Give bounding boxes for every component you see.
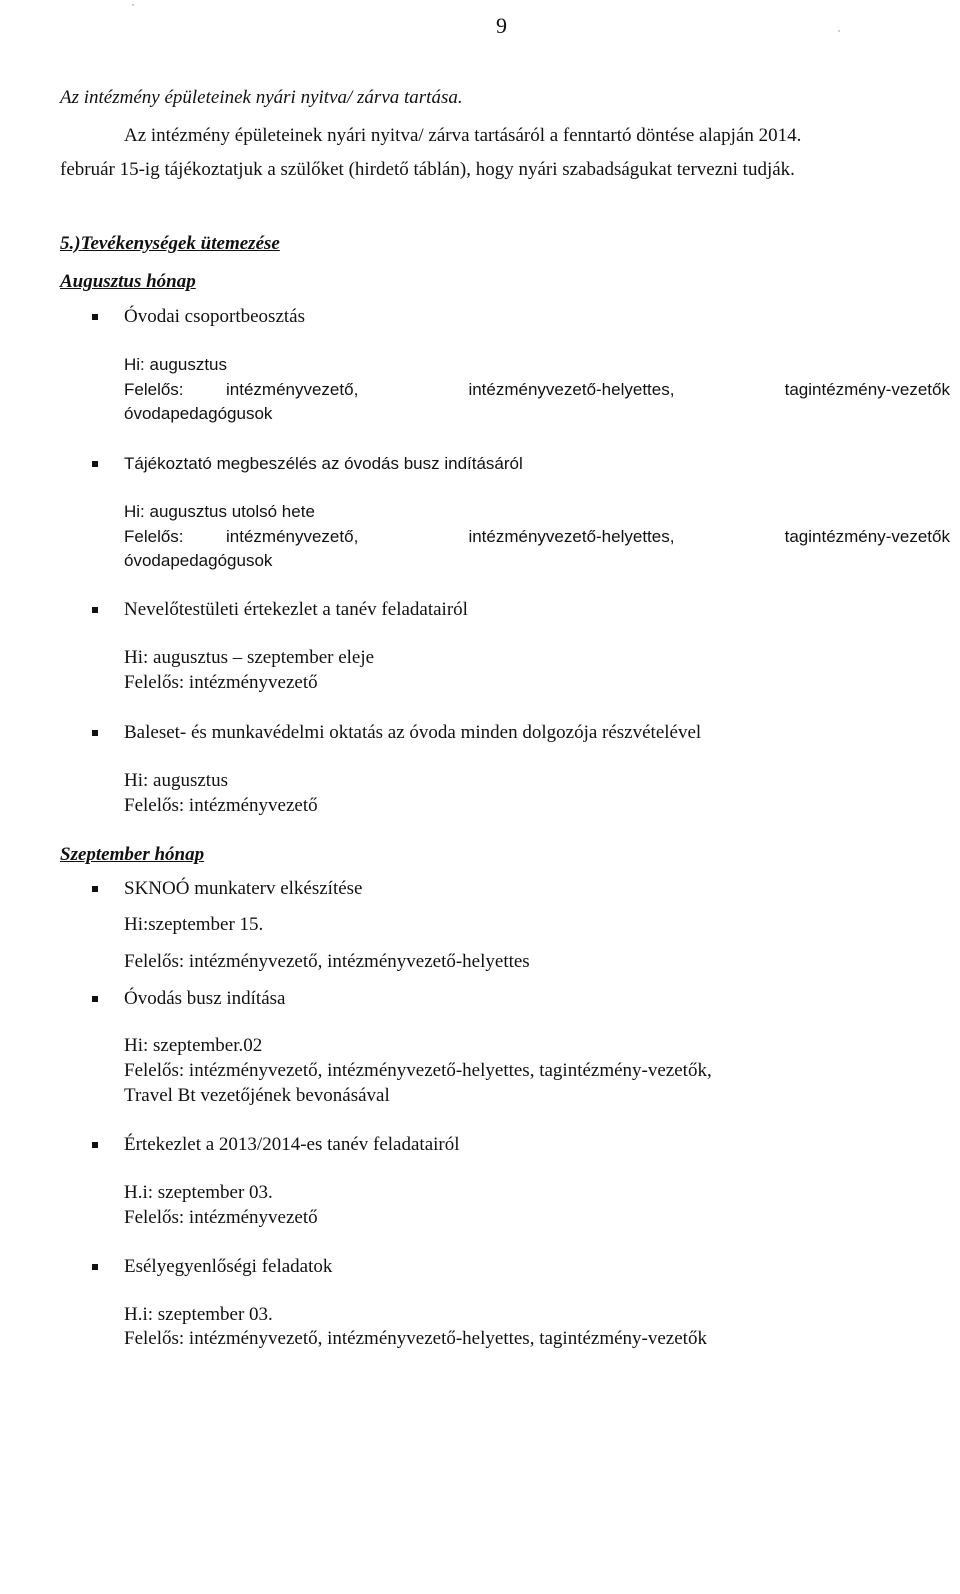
bullet [92, 607, 98, 613]
bullet [92, 1142, 98, 1148]
item-title: Tájékoztató megbeszélés az óvodás busz indításáról [124, 454, 523, 473]
section-title: Az intézmény épületeinek nyári nyitva/ zárva tartása. [60, 87, 463, 108]
item-title: Óvodai csoportbeosztás [124, 306, 305, 327]
activities-heading: 5.)Tevékenységek ütemezése [60, 233, 280, 254]
responsible-c: tagintézmény-vezetők [784, 380, 950, 399]
item-responsible-cont: óvodapedagógusok [124, 404, 273, 423]
item-responsible-cont: óvodapedagógusok [124, 551, 273, 570]
item-title: Nevelőtestületi értekezlet a tanév feladatairól [124, 599, 468, 620]
item-responsible: Felelős: intézményvezető [124, 795, 318, 816]
item-responsible-row [124, 378, 950, 402]
bullet [92, 1264, 98, 1270]
bullet [92, 730, 98, 736]
item-responsible-cont: Travel Bt vezetőjének bevonásával [124, 1085, 390, 1106]
bullet [92, 461, 98, 467]
item-title: Esélyegyenlőségi feladatok [124, 1256, 333, 1277]
responsible-label: Felelős: [124, 380, 184, 399]
item-deadline: Hi: augusztus – szeptember eleje [124, 647, 375, 668]
responsible-b: intézményvezető-helyettes, [468, 527, 675, 546]
item-title: Értekezlet a 2013/2014-es tanév feladatairól [124, 1134, 460, 1155]
item-responsible: Felelős: intézményvezető, intézményvezető-helyettes [124, 951, 530, 972]
item-responsible: Felelős: intézményvezető, intézményvezető-helyettes, tagintézmény-vezetők, [124, 1060, 712, 1081]
item-responsible-row [124, 525, 950, 549]
item-responsible: Felelős: intézményvezető, intézményvezető-helyettes, tagintézmény-vezetők [124, 1328, 707, 1349]
item-deadline: H.i: szeptember 03. [124, 1182, 273, 1203]
item-deadline: Hi: szeptember.02 [124, 1035, 263, 1056]
responsible-a: intézményvezető, [226, 380, 359, 399]
responsible-c: tagintézmény-vezetők [784, 527, 950, 546]
page-number: 9 [496, 13, 507, 38]
item-deadline: Hi: augusztus utolsó hete [124, 502, 315, 521]
bullet [92, 314, 98, 320]
intro-line-2: február 15-ig tájékoztatjuk a szülőket (hirdető táblán), hogy nyári szabadságukat tervezni tudják. [60, 159, 795, 180]
september-heading: Szeptember hónap [60, 844, 205, 865]
item-deadline: H.i: szeptember 03. [124, 1304, 273, 1325]
item-title: Baleset- és munkavédelmi oktatás az óvoda minden dolgozója részvételével [124, 722, 702, 743]
intro-line-1: Az intézmény épületeinek nyári nyitva/ zárva tartásáról a fenntartó döntése alapján 2014. [124, 125, 802, 146]
scan-speck [838, 30, 840, 32]
item-responsible: Felelős: intézményvezető [124, 1207, 318, 1228]
item-deadline: Hi:szeptember 15. [124, 914, 264, 935]
responsible-label: Felelős: [124, 527, 184, 546]
responsible-a: intézményvezető, [226, 527, 359, 546]
scan-speck [132, 4, 134, 6]
bullet [92, 886, 98, 892]
august-heading: Augusztus hónap [60, 271, 196, 292]
responsible-b: intézményvezető-helyettes, [468, 380, 675, 399]
item-deadline: Hi: augusztus [124, 770, 228, 791]
item-title: Óvodás busz indítása [124, 988, 286, 1009]
item-deadline: Hi: augusztus [124, 355, 227, 374]
item-responsible: Felelős: intézményvezető [124, 672, 318, 693]
bullet [92, 996, 98, 1002]
item-title: SKNOÓ munkaterv elkészítése [124, 878, 363, 899]
